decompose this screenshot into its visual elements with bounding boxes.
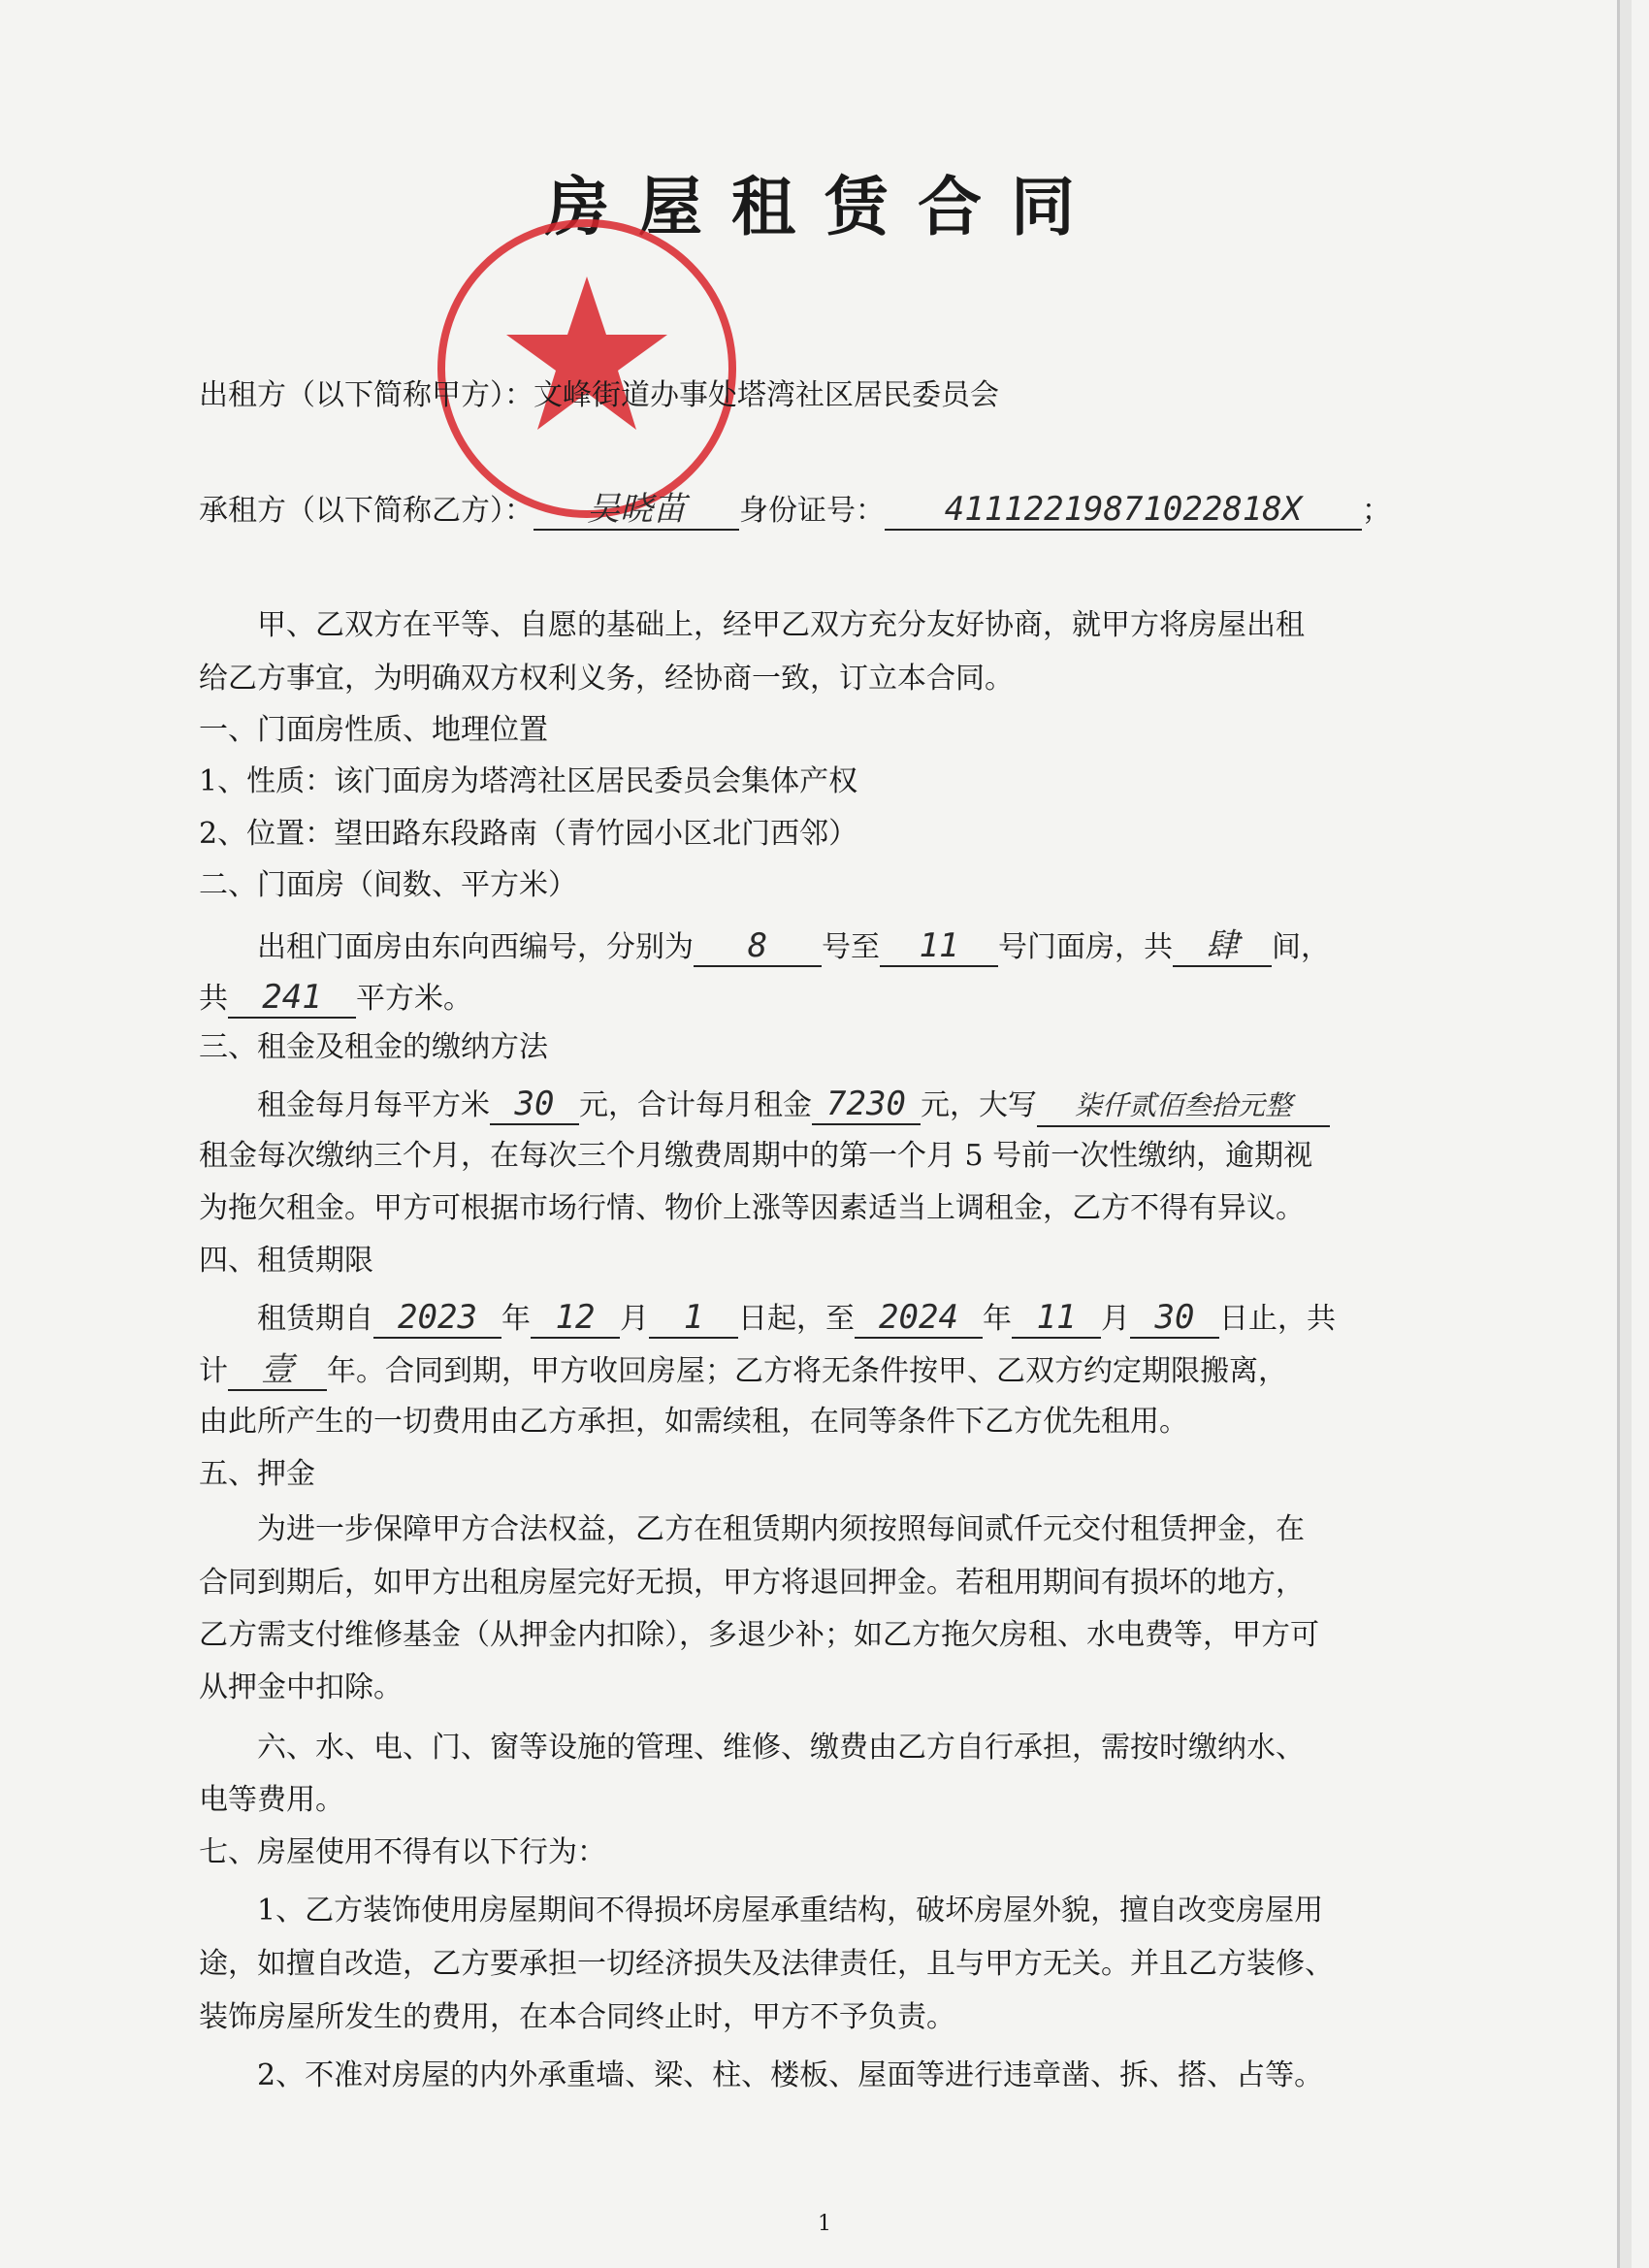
s4-text-1: 租赁期自 [257, 1302, 373, 1336]
section-5-heading: 五、押金 [199, 1457, 315, 1491]
lessee-line [199, 490, 1391, 531]
id-number: 41112219871022818X [885, 490, 1362, 531]
section-1-heading: 一、门面房性质、地理位置 [199, 713, 548, 747]
lessor-line [199, 376, 999, 415]
monthly-rent: 7230 [812, 1085, 921, 1125]
s2-text-4: 间， [1272, 930, 1330, 964]
s2-text-1: 出租门面房由东向西编号，分别为 [257, 930, 694, 964]
section-3-line-1 [257, 1085, 1330, 1127]
section-4-heading: 四、租赁期限 [199, 1244, 373, 1278]
section-1-item-2: 2、位置：望田路东段路南（青竹园小区北门西邻） [199, 817, 858, 851]
s4-text-2: 年 [501, 1302, 531, 1336]
official-seal [427, 209, 747, 529]
section-2-line-1 [257, 926, 1330, 967]
section-2-heading: 二、门面房（间数、平方米） [199, 868, 577, 902]
intro-line-2: 给乙方事宜，为明确双方权利义务，经协商一致，订立本合同。 [199, 662, 1014, 696]
s4-text-8: 计 [199, 1354, 228, 1388]
monthly-rent-chinese: 柒仟贰佰叁拾元整 [1037, 1086, 1330, 1127]
end-day: 30 [1130, 1298, 1219, 1339]
s3-text-3: 元，大写 [921, 1088, 1037, 1122]
room-count: 肆 [1173, 926, 1272, 967]
section-7-line-3: 装饰房屋所发生的费用，在本合同终止时，甲方不予负责。 [199, 2000, 955, 2034]
section-6-line-1: 六、水、电、门、窗等设施的管理、维修、缴费由乙方自行承担，需按时缴纳水、 [257, 1731, 1305, 1765]
s2-text-2: 号至 [822, 930, 880, 964]
section-4-line-2 [199, 1350, 1287, 1391]
section-7-line-4: 2、不准对房屋的内外承重墙、梁、柱、楼板、屋面等进行违章凿、拆、搭、占等。 [257, 2058, 1324, 2092]
start-month: 12 [531, 1298, 620, 1339]
end-month: 11 [1012, 1298, 1101, 1339]
s2-text-3: 号门面房，共 [998, 930, 1173, 964]
id-label: 身份证号： [739, 494, 885, 528]
start-day: 1 [649, 1298, 738, 1339]
section-5-line-1: 为进一步保障甲方合法权益，乙方在租赁期内须按照每间贰仟元交付租赁押金，在 [257, 1512, 1305, 1546]
lessor-label: 出租方（以下简称甲方）： [199, 378, 534, 412]
section-4-line-1 [257, 1298, 1336, 1339]
section-7-line-1: 1、乙方装饰使用房屋期间不得损坏房屋承重结构，破坏房屋外貌，擅自改变房屋用 [257, 1894, 1324, 1928]
intro-line-1: 甲、乙双方在平等、自愿的基础上，经甲乙双方充分友好协商，就甲方将房屋出租 [257, 608, 1305, 642]
section-1-item-1: 1、性质：该门面房为塔湾社区居民委员会集体产权 [199, 764, 858, 798]
s4-text-5: 年 [983, 1302, 1012, 1336]
s2-text-6: 平方米。 [356, 982, 472, 1016]
scan-edge [1617, 0, 1620, 2268]
s3-text-2: 元，合计每月租金 [579, 1088, 812, 1122]
section-5-line-3: 乙方需支付维修基金（从押金内扣除），多退少补；如乙方拖欠房租、水电费等，甲方可 [199, 1618, 1319, 1652]
lessee-label: 承租方（以下简称乙方）： [199, 494, 534, 528]
section-5-line-4: 从押金中扣除。 [199, 1670, 403, 1704]
s4-text-3: 月 [620, 1302, 649, 1336]
from-number: 8 [694, 926, 822, 967]
s4-text-7: 日止，共 [1219, 1302, 1336, 1336]
s4-text-6: 月 [1101, 1302, 1130, 1336]
s4-text-9: 年。合同到期，甲方收回房屋；乙方将无条件按甲、乙双方约定期限搬离， [327, 1354, 1287, 1388]
section-6-line-2: 电等费用。 [199, 1783, 344, 1817]
section-3-line-3: 为拖欠租金。甲方可根据市场行情、物价上涨等因素适当上调租金，乙方不得有异议。 [199, 1191, 1305, 1225]
end-year: 2024 [855, 1298, 983, 1339]
lessee-end: ； [1362, 494, 1391, 528]
to-number: 11 [880, 926, 998, 967]
s4-text-4: 日起，至 [738, 1302, 855, 1336]
s3-text-1: 租金每月每平方米 [257, 1088, 490, 1122]
section-4-line-3: 由此所产生的一切费用由乙方承担，如需续租，在同等条件下乙方优先租用。 [199, 1405, 1188, 1439]
lessee-name: 吴晓苗 [534, 490, 739, 531]
lease-years: 壹 [228, 1350, 327, 1391]
lessor-value: 文峰街道办事处塔湾社区居民委员会 [534, 378, 999, 412]
section-7-line-2: 途，如擅自改造，乙方要承担一切经济损失及法律责任，且与甲方无关。并且乙方装修、 [199, 1947, 1334, 1981]
page-number: 1 [818, 2212, 831, 2236]
page-title: 房屋租赁合同 [545, 170, 1104, 244]
area-value: 241 [228, 978, 356, 1019]
section-2-line-2 [199, 978, 472, 1019]
start-year: 2023 [373, 1298, 501, 1339]
section-5-line-2: 合同到期后，如甲方出租房屋完好无损，甲方将退回押金。若租用期间有损坏的地方， [199, 1566, 1305, 1600]
rent-price: 30 [490, 1085, 579, 1125]
section-3-line-2: 租金每次缴纳三个月，在每次三个月缴费周期中的第一个月 5 号前一次性缴纳，逾期视 [199, 1139, 1313, 1173]
section-7-heading: 七、房屋使用不得有以下行为： [199, 1835, 606, 1869]
section-3-heading: 三、租金及租金的缴纳方法 [199, 1030, 548, 1064]
s2-text-5: 共 [199, 982, 228, 1016]
scan-shadow [1620, 0, 1632, 2268]
